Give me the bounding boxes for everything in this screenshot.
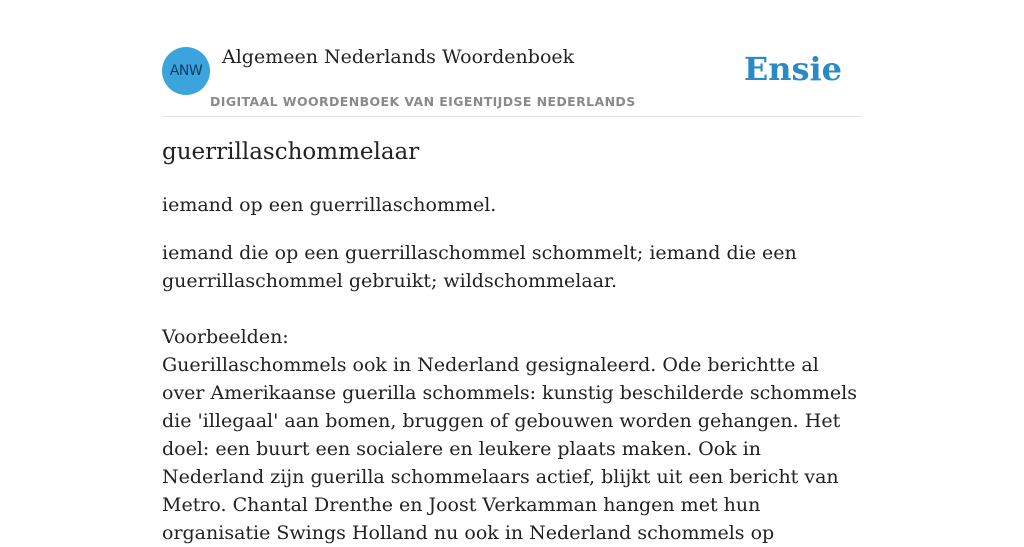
examples-label: Voorbeelden: <box>162 326 289 348</box>
ensie-brand-logo[interactable]: Ensie <box>743 50 842 88</box>
page <box>162 0 862 544</box>
definition: iemand die op een guerrillaschommel schommelt; iemand die een guerrillaschommel gebruikt; wildschommelaar. <box>162 242 797 292</box>
short-definition: iemand op een guerrillaschommel. <box>162 194 497 216</box>
site-header <box>162 0 862 117</box>
dictionary-title[interactable]: Algemeen Nederlands Woordenboek <box>222 46 575 68</box>
anw-logo[interactable]: ANW <box>162 47 210 95</box>
headword: guerrillaschommelaar <box>162 139 420 165</box>
dictionary-subtitle: DIGITAAL WOORDENBOEK VAN EIGENTIJDSE NEDERLANDS <box>210 94 636 109</box>
examples-text: Guerillaschommels ook in Nederland gesignaleerd. Ode berichtte al over Amerikaanse guerilla schommels: kunstig beschilderde schommels die 'illegaal' aan bomen, bruggen of gebouwen worden gehangen. Het doel: een buurt een socialere en leukere plaats maken. Ook in Nederland zijn guerilla schommelaars actief, blijkt uit een bericht van Metro. Chantal Drenthe en Joost Verkamman hangen met hun organisatie Swings Holland nu ook in Nederland schommels op <box>162 354 858 544</box>
